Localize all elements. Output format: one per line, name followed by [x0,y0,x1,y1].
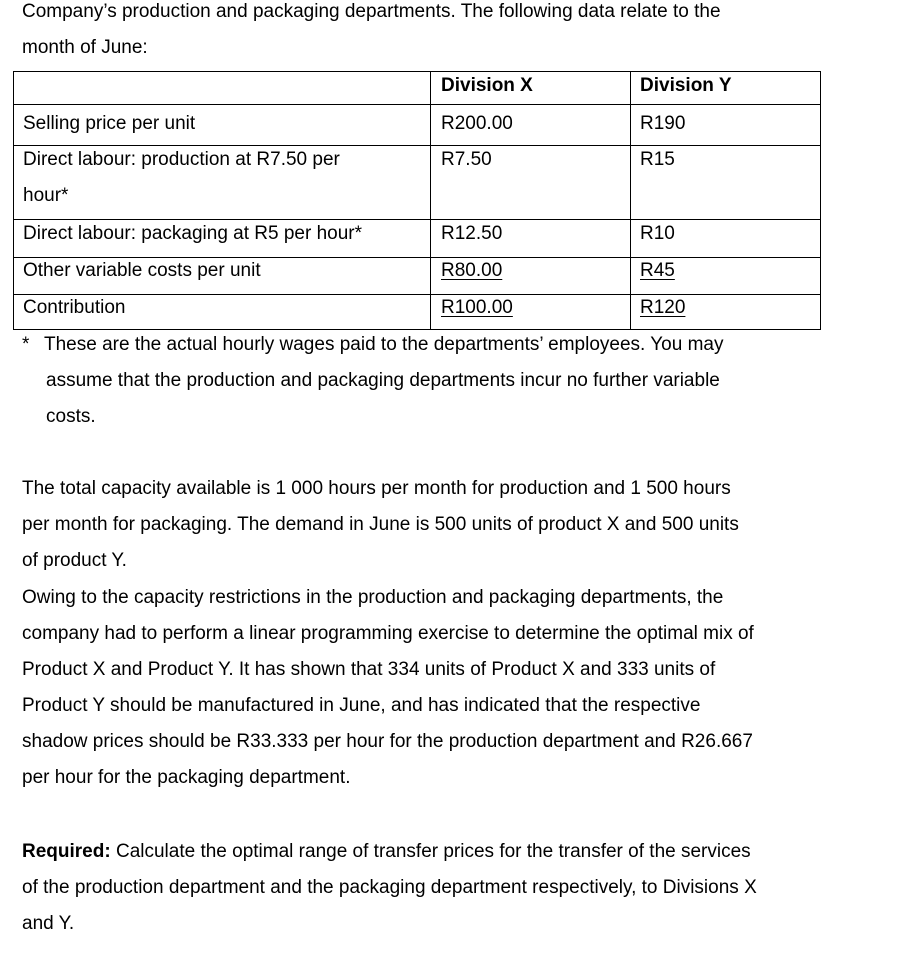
data-table [13,71,821,330]
table-col-divider-1 [430,72,431,329]
footnote-asterisk: * [22,334,30,355]
intro-line-2: month of June: [22,37,148,58]
row-label-selling-price: Selling price per unit [23,113,196,134]
row-label-production-labour-cont: hour* [23,185,69,206]
row-label-production-labour: Direct labour: production at R7.50 per [23,149,340,170]
required-line-2: of the production department and the packaging department respectively, to Divisions X [22,877,757,898]
footnote-line-3: costs. [46,406,96,427]
table-row-divider [14,257,820,258]
para1-line-3: of product Y. [22,550,127,571]
table-row-divider [14,104,820,105]
para2-line-5: shadow prices should be R33.333 per hour for the production department and R26.667 [22,731,753,752]
table-col-divider-2 [630,72,631,329]
footnote-line-1: These are the actual hourly wages paid to the departments’ employees. You may [44,334,724,355]
required-line-1 [22,841,751,863]
cell-y-production-labour: R15 [640,149,675,170]
row-label-other-variable: Other variable costs per unit [23,260,261,281]
para2-line-3: Product X and Product Y. It has shown that 334 units of Product X and 333 units of [22,659,716,680]
footnote-line-2: assume that the production and packaging departments incur no further variable [46,370,720,391]
table-row-divider [14,294,820,295]
table-row-divider [14,145,820,146]
cell-x-other-variable: R80.00 [441,260,503,281]
cell-x-production-labour: R7.50 [441,149,492,170]
required-line-1-text: Calculate the optimal range of transfer prices for the transfer of the services [110,841,751,862]
table-row-divider [14,219,820,220]
required-line-3: and Y. [22,913,75,934]
para2-line-2: company had to perform a linear programming exercise to determine the optimal mix of [22,623,754,644]
required-label: Required: [22,841,111,862]
row-label-packaging-labour: Direct labour: packaging at R5 per hour* [23,223,363,244]
para1-line-2: per month for packaging. The demand in June is 500 units of product X and 500 units [22,514,739,535]
para2-line-6: per hour for the packaging department. [22,767,351,788]
cell-x-packaging-labour: R12.50 [441,223,503,244]
para2-line-4: Product Y should be manufactured in June, and has indicated that the respective [22,695,701,716]
row-label-contribution: Contribution [23,297,126,318]
cell-y-contribution: R120 [640,297,686,318]
intro-line-1: Company’s production and packaging departments. The following data relate to the [22,1,721,22]
cell-y-selling-price: R190 [640,113,686,134]
para1-line-1: The total capacity available is 1 000 hours per month for production and 1 500 hours [22,478,731,499]
header-division-y: Division Y [640,75,732,96]
header-division-x: Division X [441,75,533,96]
cell-x-selling-price: R200.00 [441,113,513,134]
cell-x-contribution: R100.00 [441,297,513,318]
para2-line-1: Owing to the capacity restrictions in the production and packaging departments, the [22,587,724,608]
cell-y-other-variable: R45 [640,260,675,281]
cell-y-packaging-labour: R10 [640,223,675,244]
